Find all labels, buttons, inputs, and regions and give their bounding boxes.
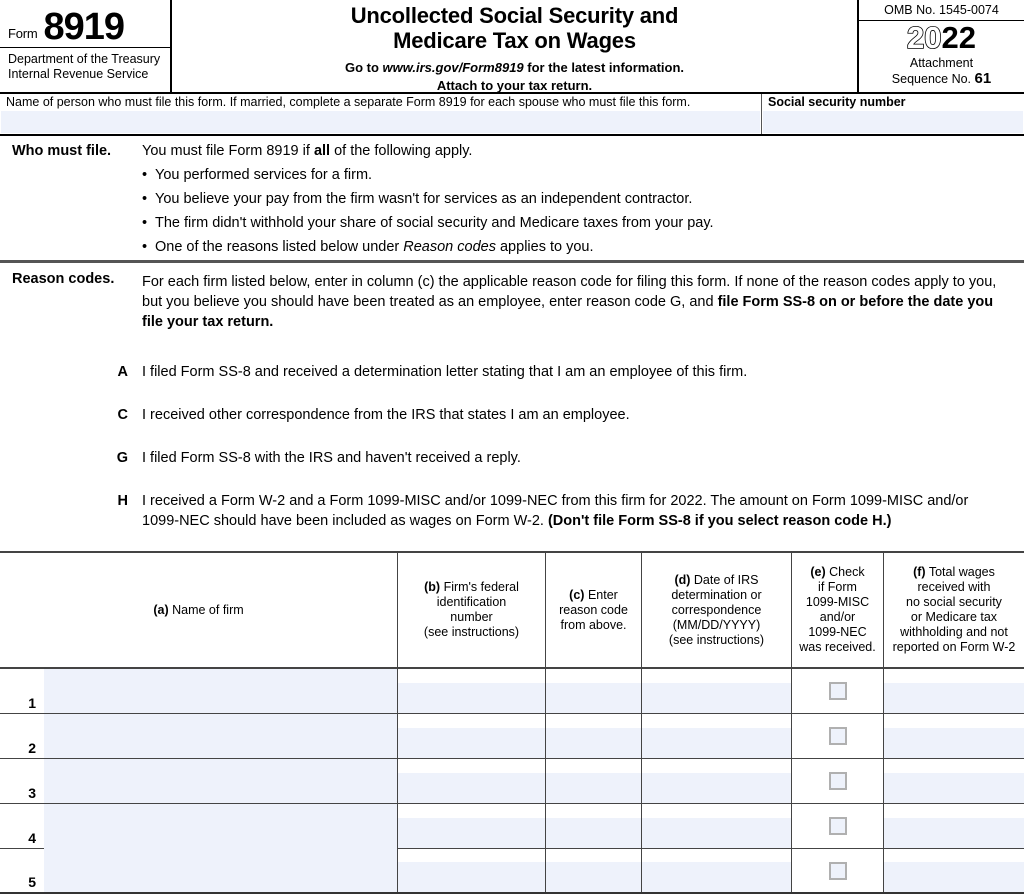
who-must-file-label: Who must file. [12,143,112,159]
goto-suffix: for the latest information. [523,60,684,76]
table-row [0,714,1024,759]
column-label-e-4: and/or [819,610,856,624]
form-title-line-2: Medicare Tax on Wages [393,27,636,53]
form-word-label: Form [8,26,38,41]
column-label-d-2: determination or [671,587,762,602]
omb-number: OMB No. 1545-0074 [859,0,1024,21]
total-wages-input[interactable] [884,773,1024,803]
column-header-f [884,553,1024,667]
table-row [0,759,1024,804]
department-line-1: Department of the Treasury [8,52,161,66]
column-label-f-5: withholding and not [900,625,1008,639]
column-label-c-1: Enter [587,587,618,602]
firm-name-input[interactable] [44,804,397,848]
cell-reason-code[interactable] [546,714,642,758]
cell-reason-code[interactable] [546,669,642,713]
bullet4-suffix: applies to you. [495,239,594,256]
checkbox-1099-received[interactable] [829,817,847,835]
column-label-b-3: number [450,610,493,624]
cell-reason-code[interactable] [546,849,642,892]
reason-code-input[interactable] [546,818,641,848]
column-label-e-3: 1099-MISC [805,595,870,609]
column-header-d [642,553,792,667]
checkbox-1099-received[interactable] [829,772,847,790]
attachment-label-line-2 [859,70,1024,87]
row-number: 3 [28,785,36,801]
column-label-c-2: reason code [559,602,628,617]
tax-year [859,22,1024,55]
goto-line [172,60,857,75]
reason-code-c-text: I received other correspondence from the IRS that states I am an employee. [142,407,630,424]
cell-total-wages[interactable] [884,849,1024,892]
reason-code-a-letter: A [117,364,128,381]
cell-reason-code[interactable] [546,759,642,803]
bullet-text-3: The firm didn't withhold your share of social security and Medicare taxes from your pay. [155,214,714,231]
who-lead-bold: all [313,143,331,159]
cell-irs-date[interactable] [642,804,792,848]
bullet-icon: • [142,214,148,231]
ssn-cell [762,94,1024,134]
firms-table [0,551,1024,894]
checkbox-1099-received[interactable] [829,727,847,745]
attachment-seq-number: 61 [974,70,992,88]
form-title [172,4,857,53]
irs-date-input[interactable] [642,818,791,848]
column-label-e-5: 1099-NEC [808,625,867,639]
bullet-text-1: You performed services for a firm. [155,166,373,183]
reason-code-g-letter: G [116,450,128,467]
reason-h-bold: (Don't file Form SS-8 if you select reason code H.) [547,513,892,530]
column-label-d-4: (MM/DD/YYYY) [672,617,761,632]
cell-firm-name[interactable] [44,669,398,713]
reason-code-input[interactable] [546,683,641,713]
name-caption: Name of person who must file this form. If married, complete a separate Form 8919 for each spouse who must file this form. [6,95,691,109]
form-number-row [0,0,170,48]
column-label-f-2: received with [917,580,991,594]
cell-total-wages[interactable] [884,759,1024,803]
firm-name-input[interactable] [44,669,397,713]
ssn-input[interactable] [763,111,1023,133]
reason-code-c [0,405,1024,425]
firm-ein-input[interactable] [398,683,545,713]
attachment-seq-text: Sequence No. [891,72,972,87]
cell-irs-date[interactable] [642,849,792,892]
form-number: 8919 [43,6,125,49]
checkbox-1099-received[interactable] [829,682,847,700]
table-row [0,669,1024,714]
checkbox-1099-received[interactable] [829,862,847,880]
reason-code-a-text: I filed Form SS-8 and received a determination letter stating that I am an employee of this firm. [142,364,748,381]
cell-1099-check[interactable] [792,759,884,803]
who-must-file-bullets [0,159,1024,256]
column-header-a [0,553,398,667]
cell-1099-check[interactable] [792,804,884,848]
cell-total-wages[interactable] [884,669,1024,713]
list-item [142,192,1000,207]
row-number: 2 [28,740,36,756]
column-header-c [546,553,642,667]
bullet-icon: • [142,239,148,256]
name-cell [0,94,762,134]
table-header-row [0,553,1024,669]
column-label-f-6: reported on Form W-2 [892,640,1016,654]
department-line-2: Internal Revenue Service [8,66,149,81]
cell-firm-name[interactable] [44,714,398,758]
column-label-c-3: from above. [560,617,627,632]
reason-code-h-text [142,491,1024,531]
cell-1099-check[interactable] [792,849,884,892]
cell-total-wages[interactable] [884,714,1024,758]
who-must-file-lead-row [0,144,1024,159]
reason-code-list [0,332,1024,531]
tax-year-suffix: 22 [941,20,976,55]
firm-name-input[interactable] [44,759,397,803]
column-label-d-3: correspondence [671,602,762,617]
total-wages-input[interactable] [884,683,1024,713]
firm-name-input[interactable] [44,714,397,758]
list-item [142,168,1000,183]
table-row [0,849,1024,894]
identity-row [0,94,1024,136]
bullet-row [0,159,1024,256]
row-number: 5 [28,874,36,890]
name-input[interactable] [1,111,760,133]
firm-ein-input[interactable] [398,818,545,848]
column-label-f-3: no social security [906,595,1002,609]
reason-code-g-text: I filed Form SS-8 with the IRS and haven't received a reply. [142,450,521,467]
reason-code-a [0,362,1024,382]
bullet-icon: • [142,190,148,207]
reason-codes-intro-text [142,272,1024,332]
table-row [0,804,1024,849]
column-label-b-4: (see instructions) [423,625,520,639]
reason-code-g [0,448,1024,468]
form-title-line-1: Uncollected Social Security and [350,3,679,28]
row-number: 4 [28,830,36,846]
reason-code-h-letter: H [117,493,128,510]
reason-codes-section [0,263,1024,535]
column-header-e [792,553,884,667]
who-lead-tail: of the following apply. [330,143,473,159]
reason-intro-bold: file Form SS-8 on or before the date you file your tax return. [142,294,994,331]
column-label-f-4: or Medicare tax [910,610,998,624]
firm-ein-input[interactable] [398,773,545,803]
who-lead-prefix: You must file Form 8919 if [142,143,314,159]
reason-intro-part1: For each firm listed below, enter in column (c) the applicable reason code for filing this form. If none of the reason codes apply to you, but you believe you should have been treated as an employee, enter reason code G, and [142,274,997,311]
firm-ein-input[interactable] [398,728,545,758]
reason-code-h [0,491,1024,531]
cell-firm-ein[interactable] [398,849,546,892]
irs-url-link[interactable]: www.irs.gov/Form8919 [382,60,524,76]
irs-date-input[interactable] [642,773,791,803]
column-header-b [398,553,546,667]
column-marker-f: (f) [913,565,926,579]
total-wages-input[interactable] [884,818,1024,848]
cell-1099-check[interactable] [792,669,884,713]
column-marker-c: (c) [569,587,585,602]
cell-irs-date[interactable] [642,669,792,713]
reason-code-c-letter: C [117,407,128,424]
column-label-b-2: identification [436,595,507,609]
cell-firm-name[interactable] [44,804,398,848]
cell-1099-check[interactable] [792,714,884,758]
bullet-text-2: You believe your pay from the firm wasn't for services as an independent contractor. [155,190,693,207]
cell-firm-ein[interactable] [398,669,546,713]
column-label-d-1: Date of IRS [693,572,759,587]
column-label-b-1: Firm's federal [443,580,519,594]
cell-total-wages[interactable] [884,804,1024,848]
bullet-text-4 [155,240,594,255]
bullet-icon: • [142,166,148,183]
column-label-e-2: if Form [818,580,857,594]
issuing-agency [0,48,170,82]
column-marker-d: (d) [674,572,691,587]
ssn-caption: Social security number [768,95,906,109]
form-title-block [172,0,859,92]
reason-codes-intro-row [0,272,1024,332]
tax-year-century: 20 [907,20,942,55]
reason-code-input[interactable] [546,728,641,758]
who-must-file-section [0,136,1024,263]
list-item [142,216,1000,231]
who-must-file-lead [142,144,1024,159]
cell-firm-name[interactable] [44,759,398,803]
attach-instruction: Attach to your tax return. [436,78,593,94]
column-label-a: Name of firm [172,602,244,617]
bullet4-prefix: One of the reasons listed below under [155,239,404,256]
firm-name-input[interactable] [44,848,397,892]
attachment-label-line-1: Attachment [909,55,974,70]
irs-date-input[interactable] [642,683,791,713]
cell-irs-date[interactable] [642,714,792,758]
column-label-d-5: (see instructions) [668,632,765,647]
column-marker-b: (b) [424,580,441,594]
reason-h-part1: I received a Form W-2 and a Form 1099-MISC and/or 1099-NEC from this firm for 2022. The amount on Form 1099-MISC and/or 1099-NEC should have been included as wages on Form W-2. [142,493,969,530]
cell-firm-name[interactable] [44,849,398,892]
row-number: 1 [28,695,36,711]
column-label-f-1: Total wages [928,565,995,579]
goto-prefix: Go to [344,60,383,76]
column-label-e-1: Check [829,565,865,579]
column-label-e-6: was received. [799,640,876,654]
form-header [0,0,1024,94]
bullet-gutter [0,159,142,256]
form-identity-block [0,0,172,92]
omb-block [859,0,1024,92]
cell-reason-code[interactable] [546,804,642,848]
bullet4-italic: Reason codes [403,239,496,256]
irs-date-input[interactable] [642,728,791,758]
list-item [142,240,1000,255]
reason-codes-label: Reason codes. [12,271,115,288]
cell-firm-ein[interactable] [398,759,546,803]
attachment-sequence [859,56,1024,88]
total-wages-input[interactable] [884,728,1024,758]
column-marker-a: (a) [153,602,169,617]
cell-irs-date[interactable] [642,759,792,803]
cell-firm-ein[interactable] [398,714,546,758]
cell-firm-ein[interactable] [398,804,546,848]
column-marker-e: (e) [810,565,826,579]
reason-code-input[interactable] [546,773,641,803]
